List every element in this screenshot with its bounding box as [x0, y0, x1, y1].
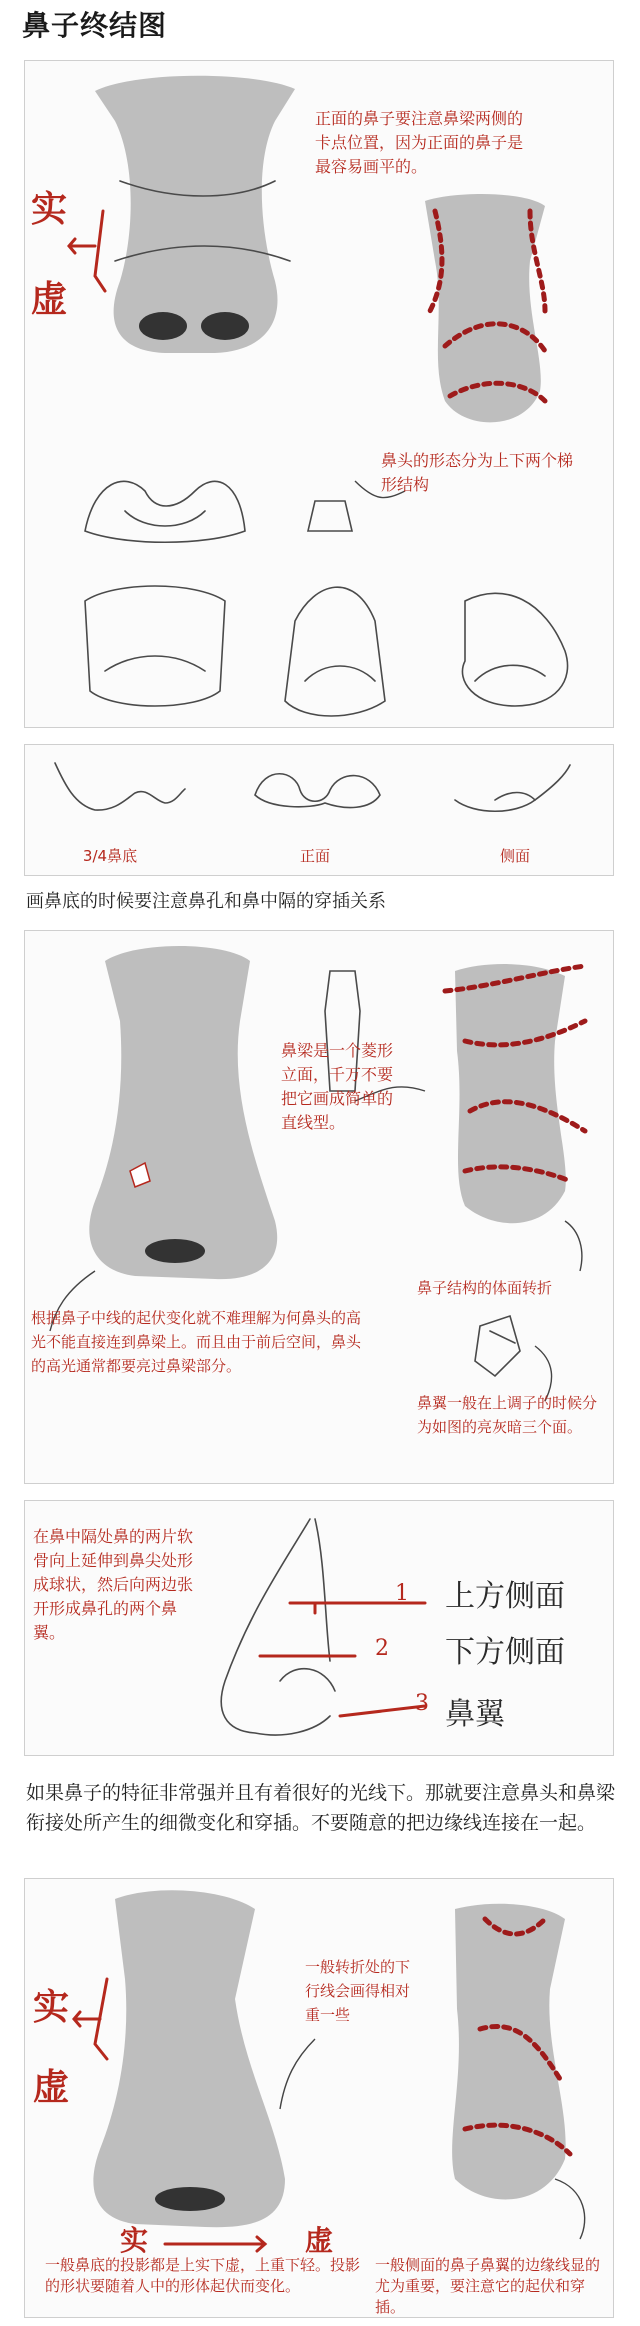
note-structure-turns: 鼻子结构的体面转折 — [417, 1279, 553, 1297]
page-title: 鼻子终结图 — [22, 9, 168, 42]
hand-void-bottom: 虚 — [305, 2224, 334, 2257]
panel-front-nose — [24, 60, 614, 728]
label-three-quarter: 3/4鼻底 — [82, 847, 138, 865]
note-shadow: 一般鼻底的投影都是上实下虚，上重下轻。投影的形状要随着人中的形体起伏而变化。 — [45, 2256, 361, 2295]
note-wing-tones: 鼻翼一般在上调子的时候分为如图的亮灰暗三个面。 — [417, 1394, 598, 1436]
hand-void-5: 虚 — [33, 2066, 70, 2108]
caption-nose-base: 画鼻底的时候要注意鼻孔和鼻中隔的穿插关系 — [26, 891, 386, 912]
note-bridge-diamond: 鼻梁是一个菱形立面，千万不要把它画成简单的直线型。 — [281, 1041, 394, 1132]
hand-solid-bottom: 实 — [120, 2224, 149, 2257]
hand-wing: 鼻翼 — [445, 1697, 505, 1732]
label-front: 正面 — [299, 847, 330, 865]
note-septum: 在鼻中隔处鼻的两片软骨向上延伸到鼻尖处形成球状，然后向两边张开形成鼻孔的两个鼻翼。 — [33, 1527, 194, 1642]
caption-feature-nose: 如果鼻子的特征非常强并且有着很好的光线下。那就要注意鼻头和鼻梁衔接处所产生的细微变化和穿插。不要随意的把边缘线连接在一起。 — [26, 1782, 616, 1834]
panel-septum — [24, 1500, 614, 1756]
panel-turns-and-shadows — [24, 1878, 614, 2318]
panel-nose-base — [24, 744, 614, 876]
number-3: 3 — [415, 1691, 429, 1716]
number-1: 1 — [395, 1581, 409, 1606]
note-turn-lines: 一般转折处的下行线会画得相对重一些 — [305, 1958, 411, 2024]
hand-lower-side: 下方侧面 — [445, 1635, 565, 1670]
panel-nose-bridge — [24, 930, 614, 1484]
number-2: 2 — [375, 1636, 389, 1661]
note-nose-tip: 鼻头的形态分为上下两个梯形结构 — [381, 451, 574, 494]
hand-upper-side: 上方侧面 — [445, 1579, 565, 1614]
note-highlight: 根据鼻子中线的起伏变化就不难理解为何鼻头的高光不能直接连到鼻梁上。而且由于前后空间，鼻头的高光通常都要亮过鼻梁部分。 — [31, 1309, 362, 1375]
note-side-wing: 一般侧面的鼻子鼻翼的边缘线显的尤为重要，要注意它的起伏和穿插。 — [375, 2256, 601, 2316]
hand-solid: 实 — [31, 188, 68, 230]
note-front-nose: 正面的鼻子要注意鼻梁两侧的卡点位置，因为正面的鼻子是最容易画平的。 — [315, 109, 524, 176]
label-side: 侧面 — [499, 847, 530, 865]
hand-solid-5: 实 — [33, 1986, 70, 2028]
hand-void: 虚 — [31, 278, 68, 320]
